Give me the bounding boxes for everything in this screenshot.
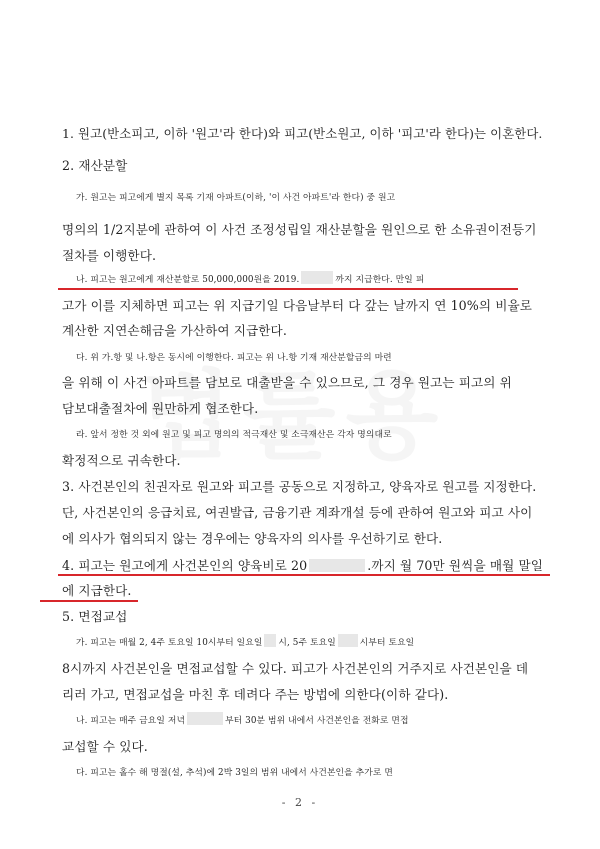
- clause-4-line2: 에 지급한다.: [62, 583, 132, 598]
- clause-3-line2: 단, 사건본인의 응급치료, 여권발급, 금융기관 계좌개설 등에 관하여 원고와 피고 사이: [62, 505, 533, 520]
- redaction-box: [187, 712, 223, 725]
- clause-5a-line3: 리러 가고, 면접교섭을 마친 후 데려다 주는 방법에 의한다(이하 같다).: [62, 687, 449, 702]
- redaction-box: [264, 634, 276, 647]
- clause-3-line3: 에 의사가 협의되지 않는 경우에는 양육자의 의사를 우선하기로 한다.: [62, 531, 443, 546]
- highlight-underline: [58, 574, 550, 576]
- clause-2d-line1: 라. 앞서 정한 것 외에 원고 및 피고 명의의 적극재산 및 소극재산은 각자 명의대로: [76, 430, 392, 440]
- clause-5a-line2: 8시까지 사건본인을 면접교섭할 수 있다. 피고가 사건본인의 거주지로 사건본인을 데: [62, 661, 529, 676]
- highlight-underline: [40, 600, 138, 602]
- clause-5a-line1: 가. 피고는 매월 2, 4주 토요일 10시부터 일요일 시, 5주 토요일 시부터 토요일: [62, 634, 562, 652]
- clause-2c-line2: 을 위해 이 사건 아파트를 담보로 대출받을 수 있으므로, 그 경우 원고는 피고의 위: [62, 375, 512, 390]
- clause-4-line1: 4. 피고는 원고에게 사건본인의 양육비로 20 .까지 월 70만 원씩을 매월 말일: [62, 558, 543, 573]
- clause-5b-line2: 교섭할 수 있다.: [62, 739, 148, 754]
- clause-2c-line3: 담보대출절차에 원만하게 협조한다.: [62, 401, 259, 416]
- clause-2b-line1: 나. 피고는 원고에게 재산분할로 50,000,000원을 2019. 까지 지급한다. 만일 피: [62, 271, 562, 289]
- clause-2c-line1: 다. 위 가.항 및 나.항은 동시에 이행한다. 피고는 위 나.항 기재 재산분할금의 마련: [76, 353, 392, 363]
- clause-1: 1. 원고(반소피고, 이하 '원고'라 한다)와 피고(반소원고, 이하 '피고'라 한다)는 이혼한다.: [62, 126, 543, 141]
- clause-2a-line3: 절차를 이행한다.: [62, 248, 157, 263]
- clause-5-heading: 5. 면접교섭: [62, 609, 128, 624]
- clause-2d-line2: 확정적으로 귀속한다.: [62, 453, 181, 468]
- clause-5b-line1: 나. 피고는 매주 금요일 저녁 부터 30분 범위 내에서 사건본인을 전화로 면접: [62, 712, 562, 730]
- clause-2a-line2: 명의의 1/2지분에 관하여 이 사건 조정성립일 재산분할을 원인으로 한 소유권이전등기: [62, 222, 537, 237]
- clause-2b-line2: 고가 이를 지체하면 피고는 위 지급기일 다음날부터 다 갚는 날까지 연 10%의 비율로: [62, 298, 533, 313]
- redaction-box: [309, 559, 365, 572]
- redaction-box: [301, 271, 333, 284]
- redaction-box: [338, 634, 358, 647]
- clause-2a-line1: 가. 원고는 피고에게 별지 목록 기재 아파트(이하, '이 사건 아파트'라 한다) 중 원고: [76, 193, 396, 203]
- clause-2b-line3: 계산한 지연손해금을 가산하여 지급한다.: [62, 323, 287, 338]
- clause-2-heading: 2. 재산분할: [62, 158, 128, 173]
- clause-5c-line1: 다. 피고는 홀수 해 명절(설, 추석)에 2박 3일의 범위 내에서 사건본인을 추가로 면: [76, 768, 393, 778]
- page-number: - 2 -: [281, 796, 319, 809]
- highlight-underline: [58, 288, 518, 290]
- clause-3-line1: 3. 사건본인의 친권자로 원고와 피고를 공동으로 지정하고, 양육자로 원고를 지정한다.: [62, 479, 537, 494]
